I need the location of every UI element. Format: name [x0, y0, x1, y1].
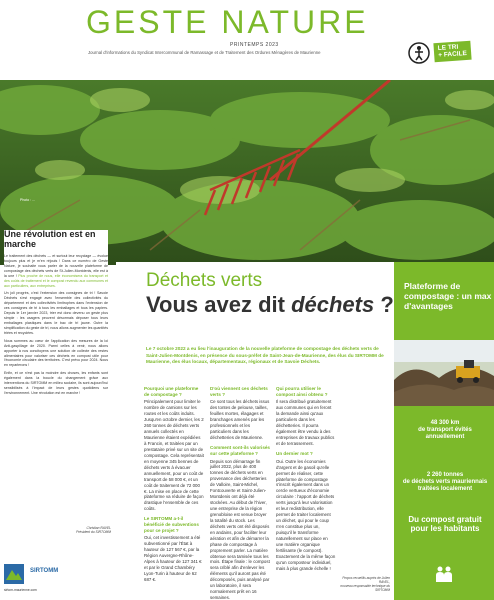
stat-transport-value: 48 300 km: [430, 420, 460, 426]
editorial-signature: [59, 526, 111, 535]
editorial-column: [4, 229, 111, 570]
newsletter-subtitle: Journal d'informations du Syndicat Intercommunal de Ramassage et de Traitement des Ordures Ménagères de Maurienne: [88, 50, 321, 55]
editorial-p2: Un joli progrès, c'est l'extension des consignes de tri ! Savoie Déchets s'est engagé avec l'ensemble des collectivités du département et des collectivités limitrophes dans l'extension de ces consignes de tri à tous les emballages et tous les papiers. Depuis le 1er janvier 2023, trier est donc devenu un geste plus simple : les usagers peuvent désormais déposer tous leurs emballages plastiques dans le bac de tri jaune. Outre la simplification du geste de tri, nous allons augmenter les quantités triées et recyclées.: [4, 291, 108, 335]
editorial-title: Une révolution est en marche: [4, 229, 96, 249]
people-icon: [434, 564, 454, 584]
question-heading: Le SIRTOMM a-t-il bénéficié de subventions pour ce projet ?: [144, 516, 199, 533]
editorial-text: [4, 254, 108, 396]
tri-facile-badge: [408, 40, 488, 76]
badge-line-1: LE TRI: [437, 43, 459, 53]
photo-credit: Photo : ...: [20, 198, 35, 202]
caption-line-2: nouveau responsable technique du SIRTOMM: [340, 584, 390, 593]
answer-text: Depuis son démarrage fin juillet 2022, plus de 400 tonnes de déchets verts en provenance des déchetteries de Valloire, Saint-Michel, Fontcouverte et Saint-Julien-Montdenis ont déjà été stockées. Au début de l'hiver, une entreprise de la région grenobloise est venue broyer la totalité du stock. Les déchets verts ont été disposés en andains, pour faciliter leur aération et afin de démarrer la phase de compostage à proprement parler. La matière obtenue sera tamisée tous les mois. Étape finale : le compost sera criblé afin d'enlever les éléments qu'il auront pas été décomposés, puis analysé par un laboratoire, il sera normalement prêt en 16 semaines.: [210, 458, 270, 600]
answer-text: Principalement pour limiter le nombre de camions sur les routes et les coûts induits. Jusqu'en octobre dernier, les 2 260 tonnes de déchets verts annuels collectés en Maurienne étaient expédiées à Francin, et traitées par un prestataire privé sur un site de compostage. Cela représentait en moyenne 345 bennes de déchets verts à évacuer annuellement, pour un coût de transport de 58 000 €, et un coût de traitement de 72 000 €. La mise en place de cette plateforme va réduire de façon drastique l'ensemble de ces coûts.: [144, 399, 204, 512]
stat-free-compost: [398, 516, 492, 534]
article-column-1: [144, 386, 204, 587]
recycling-person-icon: [408, 42, 430, 64]
signature-name: Christian RAVEL: [86, 526, 111, 530]
answer-text: Il sera distribué gratuitement aux communes qui en feront la demande ainsi qu'aux particuliers dans les déchetteries. Il pourra également être vendu à des entreprises de travaux publics et de terrassement.: [276, 399, 335, 447]
compost-platform-photo: [394, 340, 494, 406]
stat-transport-label: de transport évités annuellement: [418, 427, 472, 441]
sidebar-title: Plateforme de compostage : un max d'avantages: [404, 281, 492, 311]
sirtomm-mountain-icon: [4, 564, 24, 584]
article-kicker: Déchets verts: [146, 270, 263, 291]
answer-text: Oui, cet investissement a été subventionné par l'État à hauteur de 127 567 €, par la Région Auvergne-Rhône-Alpes à hauteur de 127 341 € et par le Grand Chambéry Lyon-Turin à hauteur de 62 687 €.: [144, 535, 202, 583]
stat-free-compost-label: pour les habitants: [410, 523, 480, 533]
question-heading: D'où viennent ces déchets verts ?: [210, 386, 268, 397]
main-article: [116, 262, 394, 600]
interview-caption: [332, 576, 390, 593]
editorial-p4: Enfin, et ce n'est pas la moindre des choses, les enfants sont également dans la boucle du changement grâce aux interventions du SIRTOMM en milieu scolaire, ils sont aujourd'hui sensibilisés à l'impact de leurs gestes quotidiens sur l'environnement. Une révolution est en marche !: [4, 371, 108, 395]
question-heading: Un dernier mot ?: [276, 450, 313, 456]
logo-name: SIRTOMM: [30, 568, 59, 574]
edition-label: PRINTEMPS 2023: [230, 42, 279, 48]
badge-line-2: + FACILE: [438, 50, 468, 60]
stat-transport: [398, 420, 492, 442]
headline-part-a: Vous avez dit: [146, 292, 292, 317]
answer-text: Oui. Outre les économies d'argent et de gasoil qu'elle permet de réaliser, cette plateforme de compostage s'inscrit également dans un cercle vertueux d'économie circulaire : l'apport de déchets verts jusqu'à leur valorisation et leur redistribution, elle permet de traiter localement un déchet, qui pour le coup n'en constitue plus un, puisqu'il le transforme naturellement sur place en une matière organique fertilisante (le compost). Exactement de la même façon qu'un composteur individuel, mais à plus grande échelle !: [276, 458, 336, 571]
stat-tonnage-value: 2 260 tonnes: [426, 472, 464, 478]
stat-free-compost-value: Du compost gratuit: [408, 515, 482, 524]
answer-text: Ce sont tous les déchets issus des tontes de pelouse, tailles, feuilles mortes, élagages et branchages amenés par les professionnels et les particuliers dans les déchetteries de Maurienne.: [210, 399, 270, 441]
newsletter-title: GESTE NATURE: [86, 4, 369, 40]
question-heading: Pourquoi une plateforme de compostage ?: [144, 386, 199, 397]
tri-facile-tag: [433, 41, 471, 62]
caption-line-1: Propos recueillis auprès de Julien RAVEL,: [342, 576, 390, 585]
stat-tonnage-label: de déchets verts mauriennais traitées localement: [402, 479, 488, 493]
question-heading: Qui pourra utiliser le compost ainsi obtenu ?: [276, 386, 328, 397]
stat-tonnage: [398, 472, 492, 494]
website-link[interactable]: sirtom-maurienne.com: [4, 588, 37, 592]
editorial-p1b: Plus proche de nous, elle économisera du transport et des coûts de traitement et le compost revendu aux communes et aux particuliers, aux entreprises.: [4, 273, 108, 288]
article-lead: Le 7 octobre 2022 a eu lieu l'inauguration de la nouvelle plateforme de compostage des déchets verts de Saint-Julien-Montdenis, en présence du sous-préfet de Saint-Jean-de-Maurienne, des élus du SIRTOMM de Maurienne, des élus locaux, départementaux, régionaux et de Savoie Déchets.: [146, 346, 384, 365]
signature-role: Président du SIRTOMM: [76, 530, 111, 535]
question-heading: Comment sont-ils valorisés sur cette plateforme ?: [210, 445, 270, 456]
advantages-sidebar: [394, 262, 494, 600]
sirtomm-logo: [4, 560, 108, 596]
headline-part-b: déchets: [291, 292, 375, 317]
editorial-p1a: Le traitement des déchets — et surtout leur recyclage — évolue toujours plus et je m'en réjouis ! Dans ce numéro de Geste Nature, je souhaite vous parler de la nouvelle plateforme de compostage des déchets verts de St-Julien-Montdenis, elle est à la une !: [4, 254, 108, 278]
headline-part-c: ?: [374, 292, 394, 317]
article-column-3: [276, 386, 336, 576]
article-column-2: [210, 386, 270, 600]
article-headline: [146, 292, 394, 318]
editorial-p3: Nous sommes au cœur de l'application des mesures de la loi Anti-gaspillage de 2020. Parmi celles à venir, nous allons apporter à nos concitoyens une solution de collecte des restes alimentaires pour valoriser ces déchets en compost utile pour l'économie circulaire des territoires. C'est prévu pour 2024. Nous en reparlerons !: [4, 338, 108, 368]
